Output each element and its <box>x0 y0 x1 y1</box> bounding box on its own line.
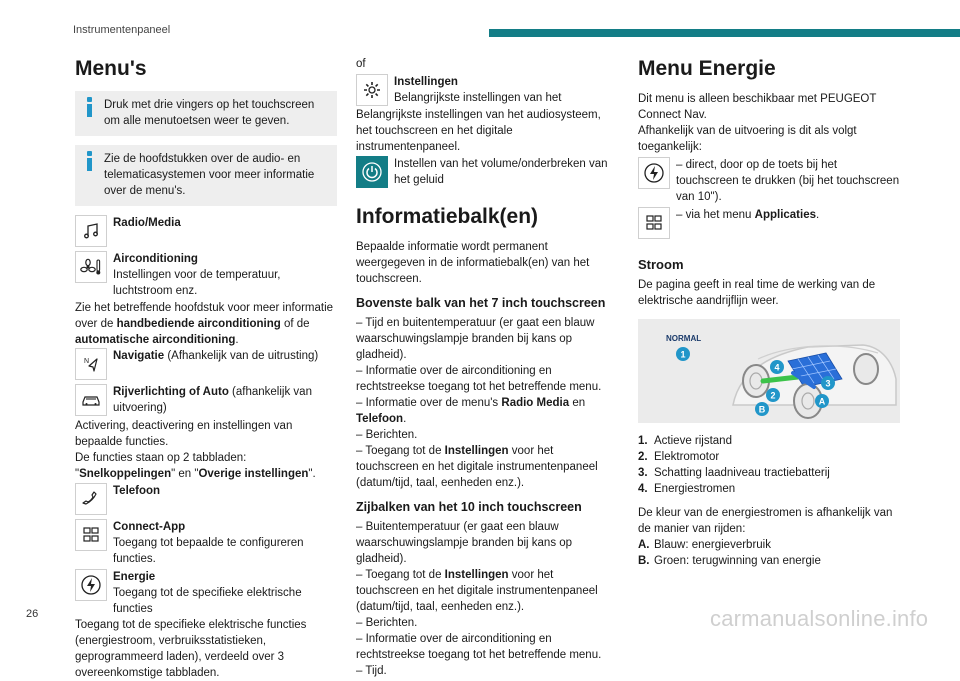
callout-4 <box>770 360 784 374</box>
tab-other-settings: Overige instellingen <box>198 468 309 480</box>
list-text: – Informatie over de menu's <box>356 397 502 409</box>
list-item: – Berichten. <box>356 429 418 441</box>
list-item: – Tijd. <box>356 665 387 677</box>
info-text: Druk met drie vingers op het touchscreen om alle menutoetsen weer te geven. <box>104 99 315 127</box>
list-item: – Tijd en buitentemperatuur (er gaat een blauw waarschuwingslampje branden bij kans op gladheid). <box>356 317 595 361</box>
power-icon <box>356 156 388 188</box>
list-item <box>356 567 618 615</box>
airco-ref-text: Zie het betreffende hoofdstuk voor meer informatie over de <box>75 302 334 330</box>
color-text: Groen: terugwinning van energie <box>654 555 821 567</box>
column-infobars <box>356 56 618 679</box>
settings-ref: Instellingen <box>444 445 509 457</box>
access-direct <box>638 157 900 205</box>
legend-number: 4. <box>638 483 648 495</box>
callout-1 <box>676 347 690 361</box>
gear-icon <box>356 74 388 106</box>
settings-text-short: Belangrijkste instellingen van het <box>394 92 562 104</box>
color-list <box>638 537 900 569</box>
power-text: Instellen van het volume/onderbreken van het geluid <box>394 158 608 186</box>
energy-menu-title: Menu Energie <box>638 57 776 80</box>
callout-A <box>815 394 829 408</box>
infobars-title: Informatiebalk(en) <box>356 205 539 228</box>
svg-text:2: 2 <box>770 390 776 401</box>
airco-ref-text: of de <box>280 318 310 330</box>
tabs-description <box>75 450 337 482</box>
drive-label: Rijverlichting of Auto <box>113 386 229 398</box>
svg-text:3: 3 <box>825 378 831 389</box>
list-item: – Berichten. <box>356 617 418 629</box>
drive-description: Activering, deactivering en instellingen van bepaalde functies. <box>75 420 293 448</box>
fan-temperature-icon <box>75 251 107 283</box>
tabs-text: " en " <box>171 468 199 480</box>
list-text: – Toegang tot de <box>356 445 445 457</box>
color-letter: B. <box>638 555 650 567</box>
stroom-text: De pagina geeft in real time de werking van de elektrische aandrijflijn weer. <box>638 279 876 307</box>
phone-label: Telefoon <box>113 485 161 497</box>
list-text: – Toegang tot de <box>356 569 445 581</box>
energy-flow-diagram <box>638 319 900 423</box>
column-energy-menu <box>638 56 900 569</box>
legend-item <box>638 433 900 449</box>
color-text: Blauw: energieverbruik <box>654 539 771 551</box>
apps-grid-icon <box>75 519 107 551</box>
menu-settings <box>356 74 618 108</box>
connect-text: Toegang tot bepaalde te configureren functies. <box>113 537 304 565</box>
legend-number: 3. <box>638 467 648 479</box>
flow-color-text: De kleur van de energiestromen is afhankelijk van de manier van rijden: <box>638 507 893 535</box>
legend-text: Energiestromen <box>654 483 736 495</box>
column-menus <box>75 56 337 681</box>
list-text: voor het touchscreen en het digitale instrumentenpaneel (datum/tijd, taal, eenheden enz.). <box>356 445 598 489</box>
settings-description: Belangrijkste instellingen van het audiosysteem, het touchscreen en het digitale instrumentenpaneel. <box>356 109 601 153</box>
info-box-three-fingers <box>75 91 337 136</box>
nav-label: Navigatie <box>113 350 165 362</box>
svg-text:1: 1 <box>680 349 686 360</box>
airco-ref-auto: automatische airconditioning <box>75 334 236 346</box>
airco-label: Airconditioning <box>113 253 198 265</box>
phone-icon <box>75 483 107 515</box>
access-text: – via het menu <box>676 209 755 221</box>
menu-navigation <box>75 348 337 382</box>
callout-B <box>755 402 769 416</box>
menu-radio-media <box>75 215 337 249</box>
apps-menu-ref: Applicaties <box>754 209 816 221</box>
legend-text: Schatting laadniveau tractiebatterij <box>654 467 830 479</box>
list-item: – Buitentemperatuur (er gaat een blauw waarschuwingslampje branden bij kans op gladheid). <box>356 521 573 565</box>
legend-list <box>638 433 900 497</box>
legend-number: 2. <box>638 451 648 463</box>
color-item <box>638 553 900 569</box>
settings-ref: Instellingen <box>444 569 509 581</box>
phone-ref: Telefoon <box>356 413 404 425</box>
navigation-arrow-icon <box>75 348 107 380</box>
subheading-7inch: Bovenste balk van het 7 inch touchscreen <box>356 296 606 310</box>
color-item <box>638 537 900 553</box>
airco-reference <box>75 300 337 348</box>
svg-text:B: B <box>758 404 766 415</box>
info-icon <box>87 151 93 171</box>
legend-item <box>638 465 900 481</box>
info-box-chapters <box>75 145 337 206</box>
list-text: . <box>403 413 407 425</box>
info-text: Zie de hoofdstukken over de audio- en telematicasystemen voor meer informatie over de menu's. <box>104 153 315 197</box>
callout-3 <box>821 376 835 390</box>
car-icon <box>75 384 107 416</box>
tabs-text: De functies staan op 2 tabbladen: " <box>75 452 247 480</box>
header-accent-bar <box>489 29 960 37</box>
radio-media-label: Radio/Media <box>113 217 181 229</box>
access-apps <box>638 207 900 241</box>
music-note-icon <box>75 215 107 247</box>
wheel-icon <box>854 354 878 384</box>
airco-text: Instellingen voor de temperatuur, luchtstroom enz. <box>113 269 281 297</box>
menu-energy <box>75 569 337 617</box>
connect-label: Connect-App <box>113 521 186 533</box>
svg-text:4: 4 <box>774 362 780 373</box>
drive-text: (afhankelijk van uitvoering) <box>113 386 312 414</box>
legend-text: Elektromotor <box>654 451 720 463</box>
page-number: 26 <box>26 608 39 620</box>
list-item <box>356 443 618 491</box>
energy-description: Toegang tot de specifieke elektrische functies (energiestroom, verbruiksstatistieken, geprogrammeerd laden), verdeeld over 3 overeenkomstige tabbladen. <box>75 619 307 679</box>
svg-text:N: N <box>84 358 90 365</box>
menu-airconditioning <box>75 251 337 299</box>
list-text: voor het touchscreen en het digitale instrumentenpaneel (datum/tijd, taal, eenheden enz.). <box>356 569 598 613</box>
radio-media-ref: Radio Media <box>501 397 570 409</box>
list-item <box>356 395 618 427</box>
menu-power-volume <box>356 156 618 190</box>
section-header: Instrumentenpaneel <box>73 24 171 36</box>
energy-bolt-icon <box>75 569 107 601</box>
airco-ref-text: . <box>235 334 239 346</box>
callout-2 <box>766 388 780 402</box>
list-text: en <box>569 397 586 409</box>
legend-number: 1. <box>638 435 648 447</box>
menus-title: Menu's <box>75 57 147 80</box>
access-text: . <box>816 209 820 221</box>
infobars-intro: Bepaalde informatie wordt permanent weergegeven in de informatiebalk(en) van het touchscreen. <box>356 241 590 285</box>
energy-intro-2: Afhankelijk van de uitvoering is dit als volgt toegankelijk: <box>638 125 857 153</box>
energy-bolt-icon <box>638 157 670 189</box>
airco-ref-manual: handbediende airconditioning <box>116 318 281 330</box>
access-apps-text <box>676 207 900 223</box>
apps-grid-icon <box>638 207 670 239</box>
stroom-heading: Stroom <box>638 257 684 272</box>
info-icon <box>87 97 93 117</box>
menu-phone <box>75 483 337 517</box>
nav-text: (Afhankelijk van de uitrusting) <box>164 350 319 362</box>
settings-label: Instellingen <box>394 76 458 88</box>
access-direct-text: – direct, door op de toets bij het touchscreen te drukken (bij het touchscreen van 10"). <box>676 159 900 203</box>
color-letter: A. <box>638 539 650 551</box>
tab-shortcuts: Snelkoppelingen <box>79 468 172 480</box>
tabs-text: ". <box>308 468 316 480</box>
energy-label: Energie <box>113 571 156 583</box>
legend-item <box>638 449 900 465</box>
svg-text:A: A <box>818 396 826 407</box>
energy-intro-1: Dit menu is alleen beschikbaar met PEUGEOT Connect Nav. <box>638 93 877 121</box>
or-text: of <box>356 58 366 70</box>
menu-driving <box>75 384 337 418</box>
list-item: – Informatie over de airconditioning en rechtstreekse toegang tot het betreffende menu. <box>356 365 602 393</box>
energy-text-short: Toegang tot de specifieke elektrische functies <box>113 587 302 615</box>
mode-label: NORMAL <box>666 334 702 343</box>
subheading-10inch: Zijbalken van het 10 inch touchscreen <box>356 500 582 514</box>
list-item: – Informatie over de airconditioning en rechtstreekse toegang tot het betreffende menu. <box>356 633 602 661</box>
legend-text: Actieve rijstand <box>654 435 732 447</box>
legend-item <box>638 481 900 497</box>
menu-connect-app <box>75 519 337 567</box>
watermark: carmanualsonline.info <box>710 606 929 631</box>
